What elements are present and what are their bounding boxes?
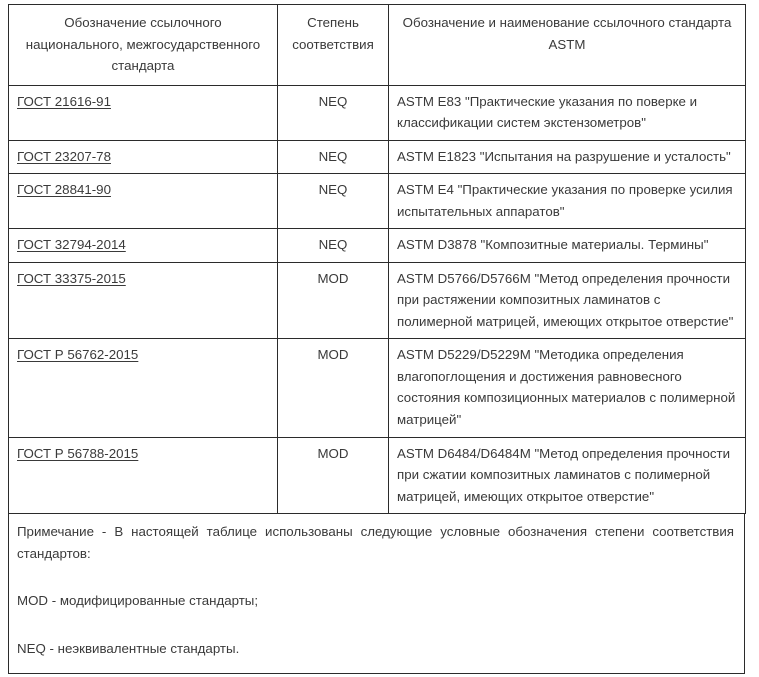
column-header-gost: Обозначение ссылочного национального, межгосударственного стандарта <box>9 5 278 86</box>
cell-gost <box>9 437 278 514</box>
cell-gost <box>9 140 278 174</box>
table-note <box>8 514 745 674</box>
cell-astm: ASTM D5229/D5229M "Методика определения влагопоглощения и достижения равновесного состояния композиционных материалов с полимерной матрицей" <box>389 339 746 437</box>
gost-standard-link[interactable]: ГОСТ 23207-78 <box>17 148 111 164</box>
cell-astm: ASTM D6484/D6484M "Метод определения прочности при сжатии композитных ламинатов с полимерной матрицей, имеющих открытое отверстие" <box>389 437 746 514</box>
table-row <box>9 437 746 514</box>
table-body <box>9 85 746 514</box>
column-header-astm: Обозначение и наименование ссылочного стандарта ASTM <box>389 5 746 86</box>
table-row <box>9 174 746 229</box>
gost-standard-link[interactable]: ГОСТ Р 56788-2015 <box>17 445 139 461</box>
gost-standard-link[interactable]: ГОСТ 28841-90 <box>17 182 111 198</box>
cell-gost <box>9 339 278 437</box>
table-header-row <box>9 5 746 86</box>
cell-degree: MOD <box>278 262 389 339</box>
cell-degree: MOD <box>278 437 389 514</box>
table-row <box>9 339 746 437</box>
cell-gost <box>9 229 278 263</box>
cell-degree: NEQ <box>278 229 389 263</box>
table-row <box>9 262 746 339</box>
column-header-degree: Степень соответствия <box>278 5 389 86</box>
gost-standard-link[interactable]: ГОСТ 33375-2015 <box>17 270 126 286</box>
gost-standard-link[interactable]: ГОСТ 21616-91 <box>17 93 111 109</box>
cell-gost <box>9 174 278 229</box>
cell-degree: NEQ <box>278 174 389 229</box>
note-neq-text: NEQ - неэквивалентные стандарты. <box>17 640 240 656</box>
cell-degree: MOD <box>278 339 389 437</box>
table-row <box>9 229 746 263</box>
cell-degree: NEQ <box>278 85 389 140</box>
note-mod-text: MOD - модифицированные стандарты; <box>17 593 259 609</box>
gost-standard-link[interactable]: ГОСТ Р 56762-2015 <box>17 347 139 363</box>
cell-degree: NEQ <box>278 140 389 174</box>
table-header <box>9 5 746 86</box>
table-row <box>9 85 746 140</box>
note-intro-text: Примечание - В настоящей таблице использованы следующие условные обозначения степени соответствия стандартов: <box>17 524 734 561</box>
reference-standards-table <box>8 4 746 514</box>
cell-gost <box>9 262 278 339</box>
gost-standard-link[interactable]: ГОСТ 32794-2014 <box>17 237 126 253</box>
cell-astm: ASTM D3878 "Композитные материалы. Термины" <box>389 229 746 263</box>
cell-astm: ASTM E83 "Практические указания по поверке и классификации систем экстензометров" <box>389 85 746 140</box>
cell-gost <box>9 85 278 140</box>
cell-astm: ASTM D5766/D5766M "Метод определения прочности при растяжении композитных ламинатов с полимерной матрицей, имеющих открытое отверстие" <box>389 262 746 339</box>
cell-astm: ASTM E4 "Практические указания по проверке усилия испытательных аппаратов" <box>389 174 746 229</box>
cell-astm: ASTM E1823 "Испытания на разрушение и усталость" <box>389 140 746 174</box>
table-row <box>9 140 746 174</box>
